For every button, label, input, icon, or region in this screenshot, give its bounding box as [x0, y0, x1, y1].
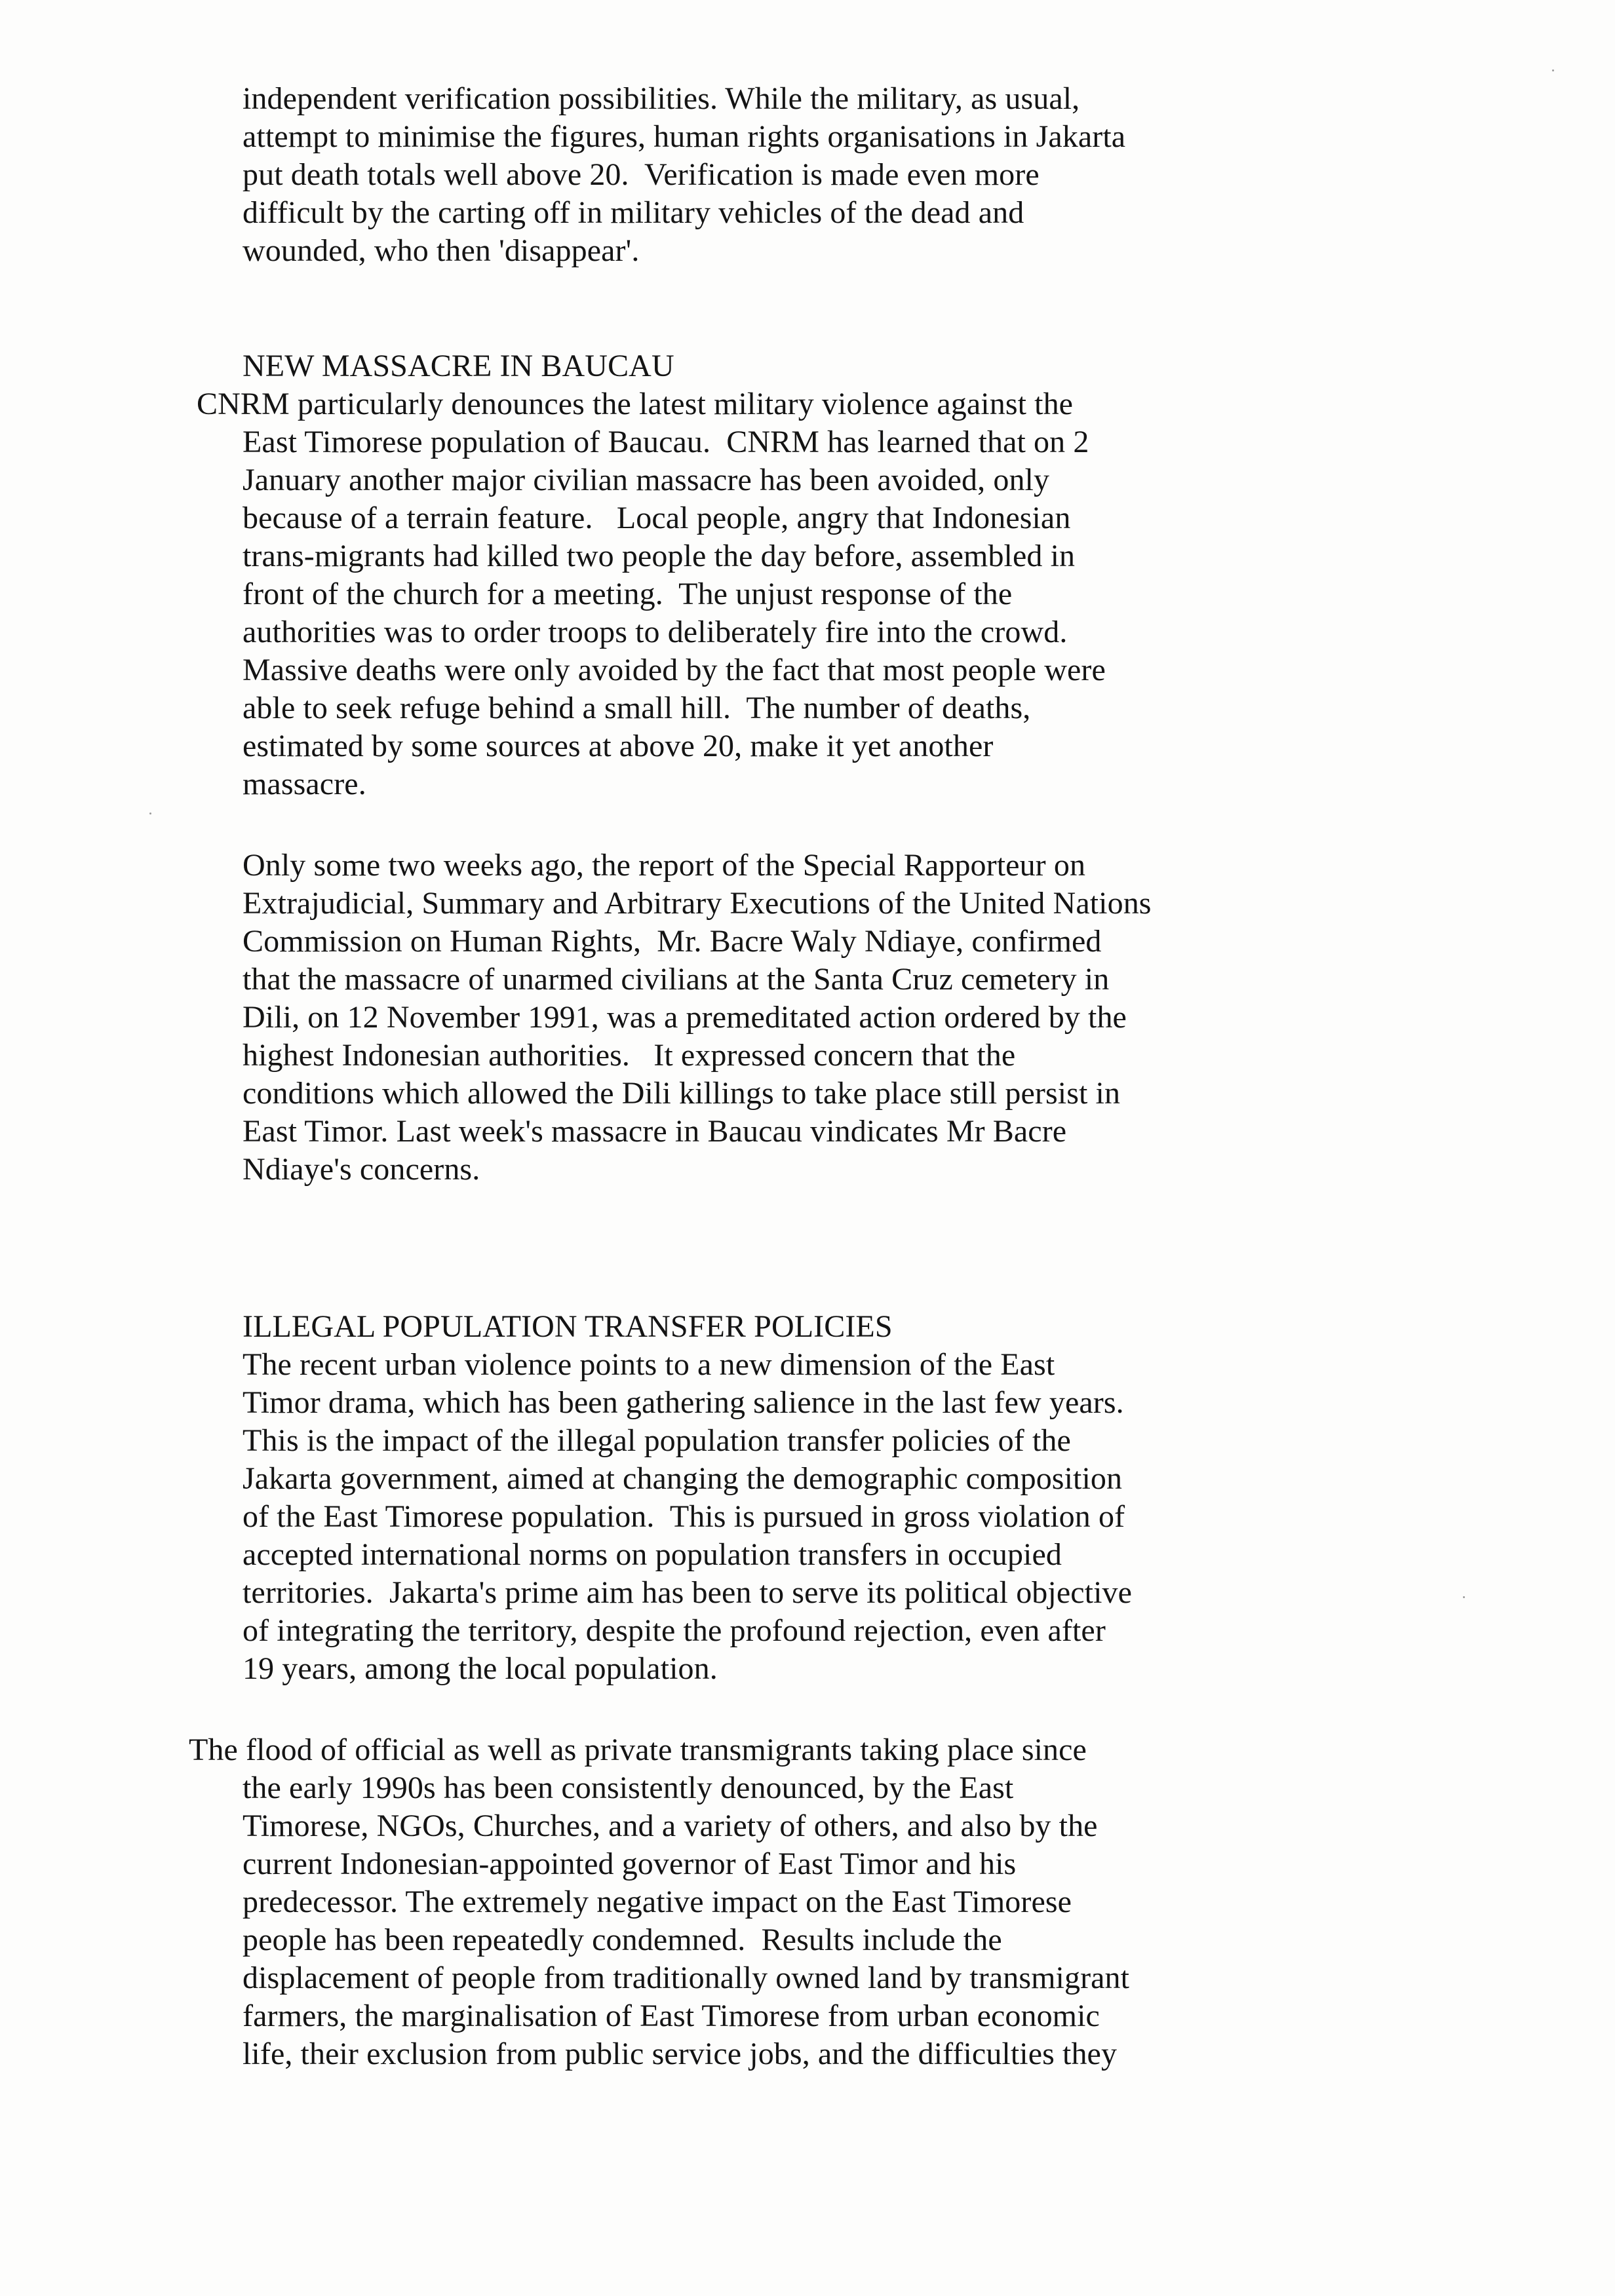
text-line: East Timor. Last week's massacre in Baucau vindicates Mr Bacre [243, 1114, 1067, 1149]
section-heading: ILLEGAL POPULATION TRANSFER POLICIES [243, 1309, 893, 1344]
text-line: farmers, the marginalisation of East Timorese from urban economic [243, 1999, 1100, 2033]
text-line: trans-migrants had killed two people the day before, assembled in [243, 539, 1076, 573]
text-line: attempt to minimise the figures, human rights organisations in Jakarta [243, 119, 1126, 154]
text-line: people has been repeatedly condemned. Results include the [243, 1923, 1002, 1957]
text-line: predecessor. The extremely negative impact on the East Timorese [243, 1885, 1072, 1919]
text-line: Dili, on 12 November 1991, was a premeditated action ordered by the [243, 1000, 1127, 1035]
text-line: wounded, who then 'disappear'. [243, 233, 640, 268]
text-line: current Indonesian-appointed governor of East Timor and his [243, 1846, 1017, 1881]
text-line: This is the impact of the illegal population transfer policies of the [243, 1423, 1071, 1458]
text-line: Timor drama, which has been gathering salience in the last few years. [243, 1385, 1124, 1420]
text-line: front of the church for a meeting. The unjust response of the [243, 577, 1013, 611]
scan-speck [1463, 1596, 1465, 1598]
text-line: Extrajudicial, Summary and Arbitrary Executions of the United Nations [243, 886, 1152, 921]
text-line: Massive deaths were only avoided by the fact that most people were [243, 653, 1106, 687]
text-line: life, their exclusion from public service jobs, and the difficulties they [243, 2037, 1118, 2071]
text-line: estimated by some sources at above 20, make it yet another [243, 729, 994, 763]
text-line: because of a terrain feature. Local people, angry that Indonesian [243, 501, 1071, 535]
text-line: difficult by the carting off in military vehicles of the dead and [243, 195, 1024, 230]
text-line: highest Indonesian authorities. It expressed concern that the [243, 1038, 1016, 1073]
scan-speck [1552, 69, 1554, 71]
text-line: Only some two weeks ago, the report of the Special Rapporteur on [243, 848, 1086, 883]
text-line: East Timorese population of Baucau. CNRM has learned that on 2 [243, 425, 1089, 459]
text-line: 19 years, among the local population. [243, 1651, 718, 1686]
text-line: put death totals well above 20. Verification is made even more [243, 157, 1040, 192]
text-line: independent verification possibilities. While the military, as usual, [243, 81, 1080, 116]
text-line: massacre. [243, 767, 366, 801]
text-line: Jakarta government, aimed at changing the demographic composition [243, 1461, 1123, 1496]
text-line: territories. Jakarta's prime aim has been to serve its political objective [243, 1575, 1133, 1610]
text-line: able to seek refuge behind a small hill. The number of deaths, [243, 691, 1031, 725]
text-line: The flood of official as well as private transmigrants taking place since [189, 1732, 1087, 1767]
text-line: January another major civilian massacre has been avoided, only [243, 463, 1050, 497]
text-line: authorities was to order troops to deliberately fire into the crowd. [243, 615, 1068, 649]
text-line: The recent urban violence points to a new dimension of the East [243, 1347, 1055, 1382]
scan-speck [149, 813, 151, 814]
text-line: displacement of people from traditionally owned land by transmigrant [243, 1961, 1130, 1995]
text-line: accepted international norms on population transfers in occupied [243, 1537, 1062, 1572]
section-heading: NEW MASSACRE IN BAUCAU [243, 349, 674, 383]
text-line: of the East Timorese population. This is pursued in gross violation of [243, 1499, 1125, 1534]
text-line: of integrating the territory, despite the profound rejection, even after [243, 1613, 1106, 1648]
text-line: Commission on Human Rights, Mr. Bacre Waly Ndiaye, confirmed [243, 924, 1102, 959]
text-line: CNRM particularly denounces the latest military violence against the [197, 387, 1074, 421]
text-line: the early 1990s has been consistently denounced, by the East [243, 1770, 1014, 1805]
text-line: Ndiaye's concerns. [243, 1152, 480, 1187]
text-line: Timorese, NGOs, Churches, and a variety of others, and also by the [243, 1808, 1098, 1843]
text-line: conditions which allowed the Dili killings to take place still persist in [243, 1076, 1121, 1111]
text-line: that the massacre of unarmed civilians at the Santa Cruz cemetery in [243, 962, 1110, 997]
